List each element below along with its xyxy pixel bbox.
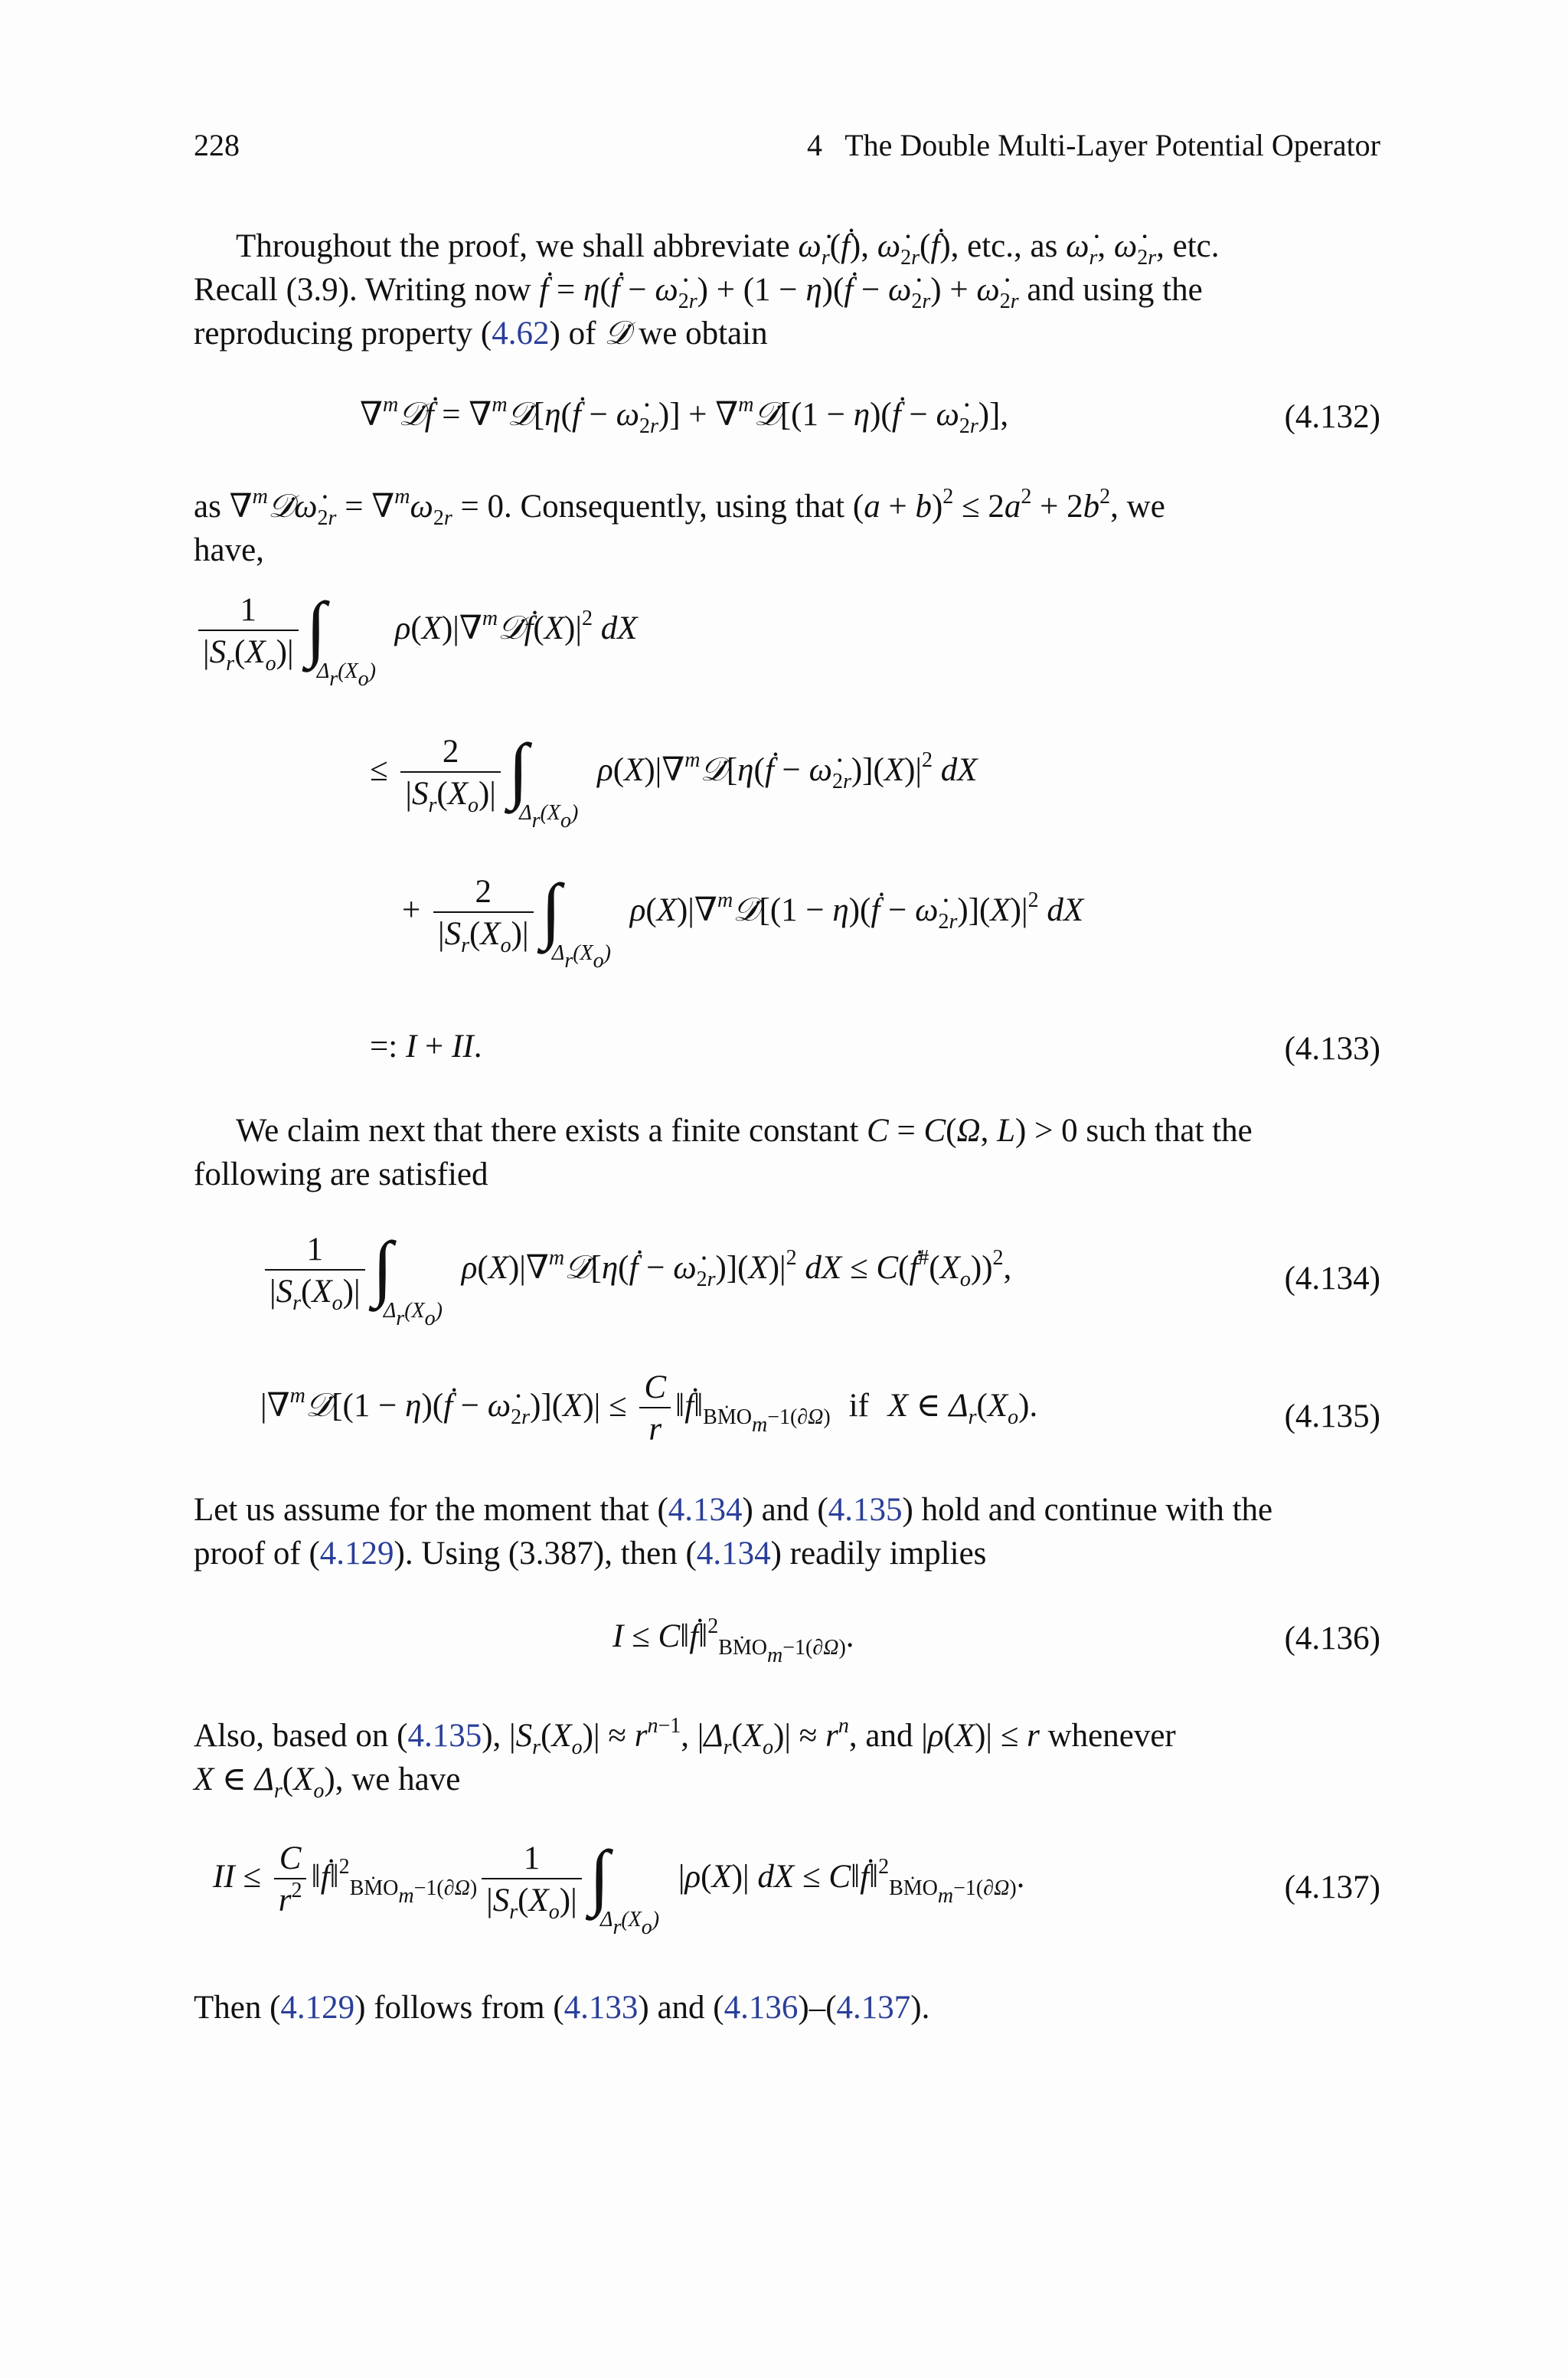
equation-number: (4.136) (1284, 1621, 1380, 1657)
equation-number: (4.132) (1284, 399, 1380, 435)
equation-4-133-line3: + $\frac{2}{|S_r(X_o)|}$ $\int\Delta_r(X_o)$ ρ(X)|∇$^m$𝒟̇[(1 − η)(ḟ − $\omegȧ_{2r})](X)|^2$ dX (402, 868, 1084, 973)
equation-4-134: $\frac{1}{|S_r(X_o)|}$ $\int\Delta_r(X_o)$ ρ(X)|∇$^m$𝒟̇[η(ḟ − $\omegȧ_{2r})](X)|^2$ dX ≤ $C(ḟ^{\#}(X_o))^2$, (260, 1233, 1011, 1308)
equation-4-137: II ≤ $\frac{C}{r^2}$ ‖ḟ‖$^2_{BṀO_m-1(\partial\Omega)}$ $\frac{1}{|S_r(X_o)|}$ $\int\Delta_r(X_o)$ |ρ(X)| dX ≤ C‖ḟ‖$^2_{BṀO_m-1(\partial\Omega)}$. (213, 1835, 1025, 1939)
equation-number: (4.134) (1284, 1261, 1380, 1297)
equation-4-133-line4: =: I + II. (370, 1029, 482, 1065)
text-line: Let us assume for the moment that (4.134) and (4.135) hold and continue with the (194, 1492, 1273, 1528)
ref-link[interactable]: 4.134 (668, 1492, 743, 1528)
text-line: as $\nabla^m𝒟̇\omegȧ_{2r} = \nabla^m\omega_{2r} = 0$. Consequently, using that $(a + b)^2 \le 2a^2 + 2b^2$, we (194, 485, 1165, 530)
ref-link[interactable]: 4.129 (319, 1536, 394, 1572)
text-line: Then (4.129) follows from (4.133) and (4.136)–(4.137). (194, 1990, 930, 2026)
text-line: reproducing property (4.62) of 𝒟̇ we obtain (194, 316, 768, 352)
ref-link[interactable]: 4.136 (724, 1990, 799, 2026)
text-line: Also, based on (4.135), $|S_r(X_o)| \approx r^{n-1}$, $|\Delta_r(X_o)| \approx r^n$, and |ρ(X)| ≤ r whenever (194, 1714, 1176, 1759)
text-line: Throughout the proof, we shall abbreviate $\omegȧ_r(ḟ)$, $\omegȧ_{2r}(ḟ)$, etc., as $\omegȧ_r$, $\omegȧ_{2r}$, etc. (236, 228, 1220, 270)
equation-4-132: ∇$^m$𝒟̇ḟ = ∇$^m$𝒟̇[η(ḟ − $\omegȧ_{2r}$)] + ∇$^m$𝒟̇[(1 − η)(ḟ − $\omegȧ_{2r}$)], (360, 393, 1009, 438)
ref-link[interactable]: 4.62 (492, 316, 550, 352)
ref-link[interactable]: 4.135 (828, 1492, 903, 1528)
equation-4-133-line2: ≤ $\frac{2}{|S_r(X_o)|}$ $\int\Delta_r(X_o)$ ρ(X)|∇$^m$𝒟̇[η(ḟ − $\omegȧ_{2r})](X)|^2$ dX (370, 728, 978, 832)
text-line: Recall (3.9). Writing now ḟ = η(ḟ − $\omegȧ_{2r}) + (1$ − η)(ḟ − $\omegȧ_{2r}$) + $\omegȧ_{2r}$ and using the (194, 272, 1203, 313)
text-line: X ∈ $\Delta_r(X_o)$, we have (194, 1761, 461, 1803)
ref-link[interactable]: 4.134 (696, 1536, 771, 1572)
text-line: following are satisfied (194, 1156, 488, 1192)
ref-link[interactable]: 4.135 (407, 1718, 482, 1754)
text-line: proof of (4.129). Using (3.387), then (4.134) readily implies (194, 1536, 987, 1572)
running-title: 4 The Double Multi-Layer Potential Operator (806, 128, 1380, 162)
equation-4-136: I ≤ C‖ḟ‖$^2_{BṀO_m-1(\partial\Omega)}$. (612, 1614, 854, 1667)
equation-number: (4.135) (1284, 1398, 1380, 1434)
page-number: 228 (194, 128, 240, 162)
ref-link[interactable]: 4.129 (280, 1990, 355, 2026)
ref-link[interactable]: 4.137 (836, 1990, 911, 2026)
text-line: We claim next that there exists a finite constant C = C(Ω, L) > 0 such that the (236, 1113, 1253, 1149)
text-line: have, (194, 532, 264, 568)
equation-number: (4.137) (1284, 1869, 1380, 1905)
equation-number: (4.133) (1284, 1031, 1380, 1067)
equation-4-133-lhs: $\frac{1}{|S_r(X_o)|}$ $\int\Delta_r(X_o)$ $\rho(X)|\nabla^m𝒟̇ḟ(X)|^2$ dX (194, 594, 638, 669)
equation-4-135: |∇$^m$𝒟̇[(1 − η)(ḟ − $\omegȧ_{2r})](X)|$ ≤ $\frac{C}{r}$ $‖ḟ‖_{BṀO_m-1(\partial\Omega)}$ if X ∈ $\Delta_r(X_o)$. (260, 1369, 1038, 1447)
ref-link[interactable]: 4.133 (564, 1990, 639, 2026)
